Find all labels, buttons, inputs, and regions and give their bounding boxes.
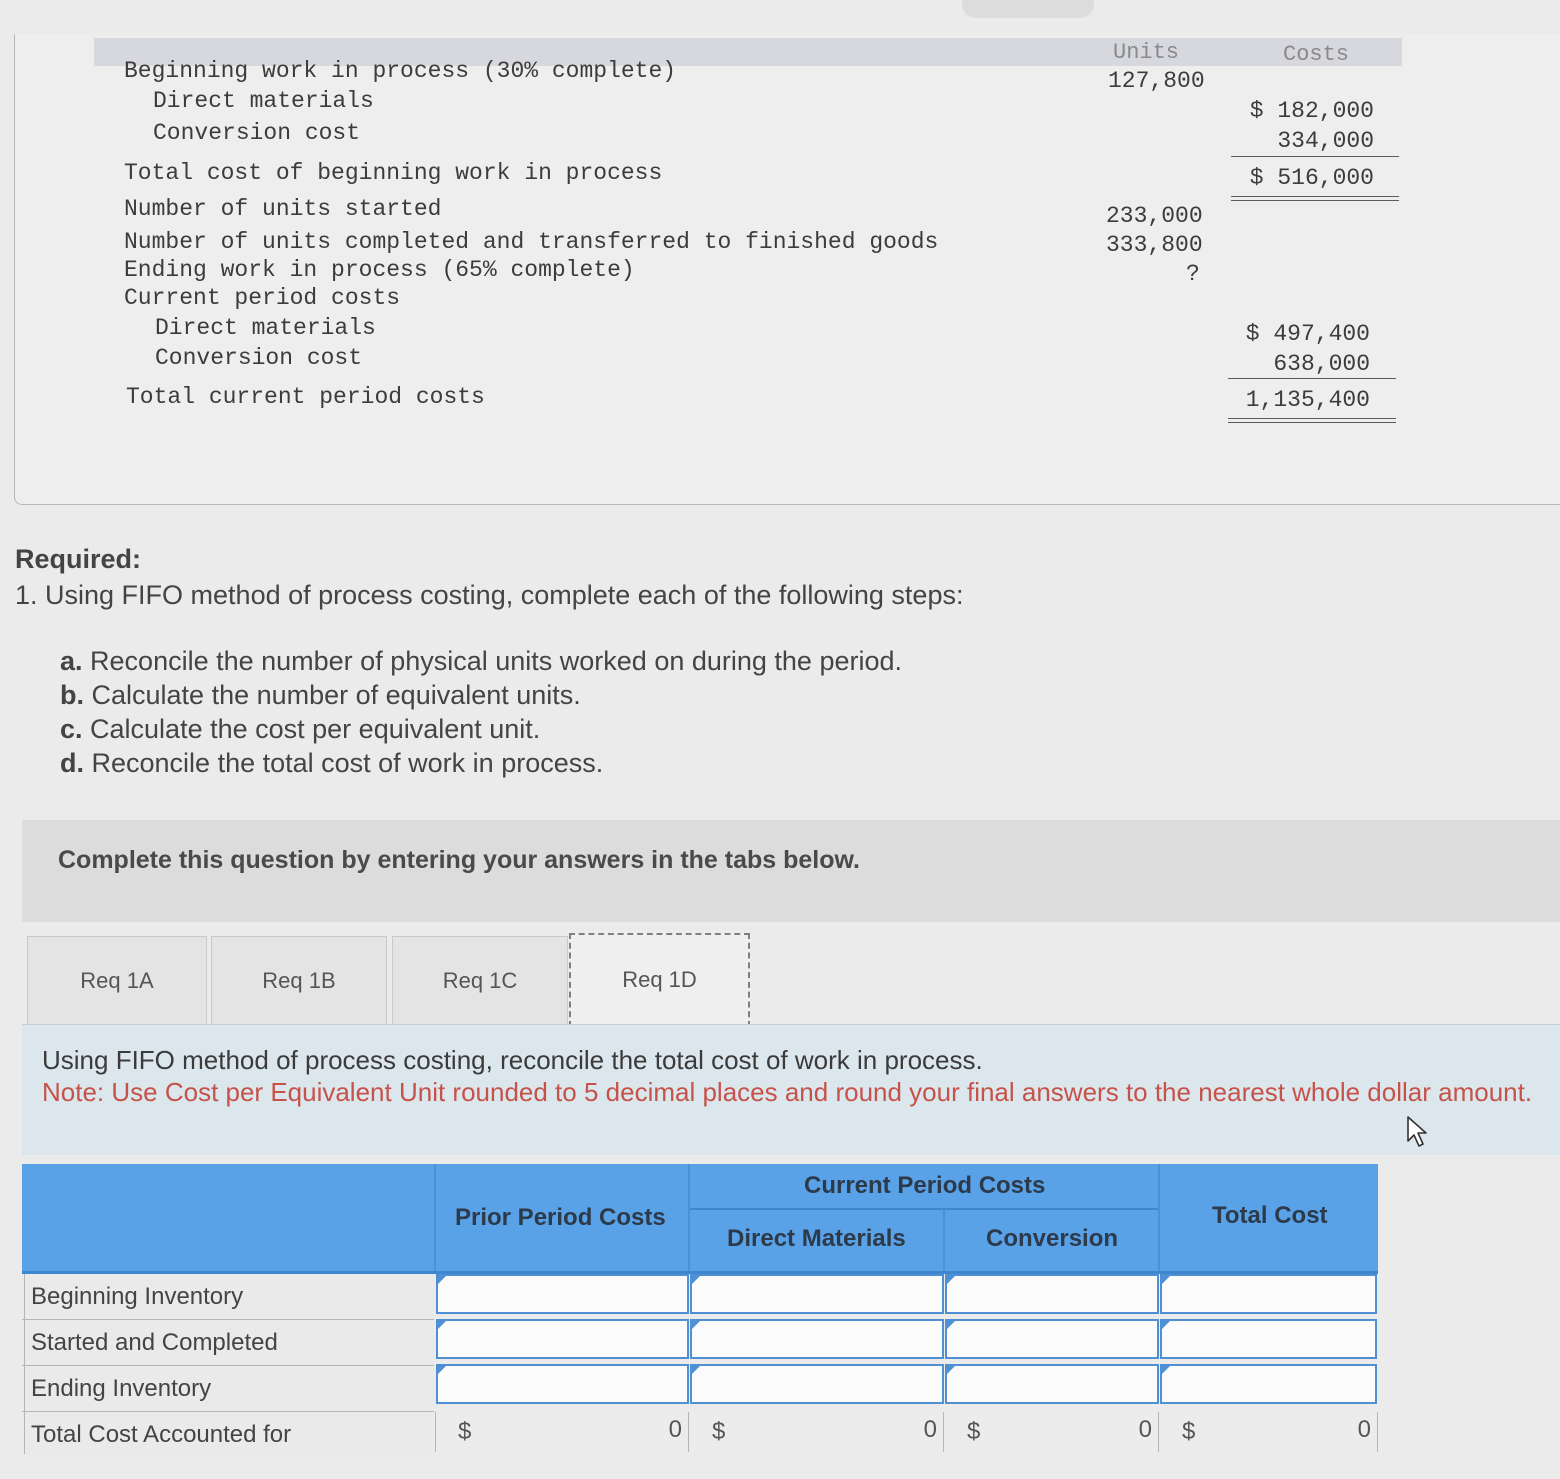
totals-divider (1377, 1412, 1378, 1452)
instructions-main-text: Using FIFO method of process costing, reconcile the total cost of work in process. (42, 1045, 983, 1075)
input-beginning-inventory-prior[interactable] (436, 1274, 689, 1314)
top-tab-stub (962, 0, 1094, 18)
row-label-current-period-costs: Current period costs (124, 285, 401, 311)
header-divider (1158, 1164, 1160, 1272)
input-started-completed-direct-materials[interactable] (690, 1319, 944, 1359)
complete-instructions-text: Complete this question by entering your answers in the tabs below. (58, 846, 860, 874)
units-completed: 333,800 (1106, 232, 1203, 258)
totals-divider (688, 1412, 689, 1452)
header-total-cost: Total Cost (1160, 1164, 1378, 1272)
row-label-ending-inventory: Ending Inventory (22, 1366, 434, 1412)
input-beginning-inventory-direct-materials[interactable] (690, 1274, 944, 1314)
input-ending-inventory-prior[interactable] (436, 1364, 689, 1404)
row-label-units-completed: Number of units completed and transferred to finished goods (124, 229, 939, 255)
subtotal-rule (1228, 378, 1396, 379)
cost-total-current: 1,135,400 (1245, 387, 1370, 413)
tab-req-1d[interactable]: Req 1D (569, 933, 750, 1027)
costs-column-header: Costs (1283, 42, 1350, 67)
row-label-total-cost-accounted: Total Cost Accounted for (22, 1412, 434, 1454)
tab-req-1b[interactable]: Req 1B (211, 936, 387, 1024)
required-heading: Required: (15, 544, 142, 574)
instructions-note-text: Note: Use Cost per Equivalent Unit rounded to 5 decimal places and round your final answers to the nearest whole dollar amount. (42, 1077, 1533, 1107)
total-cost-accounted: $ 0 (1160, 1412, 1377, 1452)
input-ending-inventory-conversion[interactable] (945, 1364, 1159, 1404)
units-ending-wip: ? (1186, 261, 1200, 287)
cost-bwip-conversion: 334,000 (1277, 128, 1374, 154)
totals-divider (1158, 1412, 1159, 1452)
input-ending-inventory-total[interactable] (1160, 1364, 1377, 1404)
required-step-1: 1. Using FIFO method of process costing, complete each of the following steps: (15, 580, 964, 610)
row-label-cp-direct-materials: Direct materials (155, 315, 376, 341)
subtotal-rule (1231, 156, 1399, 157)
input-beginning-inventory-conversion[interactable] (945, 1274, 1159, 1314)
table-left-border (24, 1274, 25, 1454)
total-conversion: $ 0 (945, 1412, 1158, 1452)
row-label-beginning-inventory: Beginning Inventory (22, 1274, 434, 1320)
cost-total-bwip: $ 516,000 (1249, 165, 1374, 191)
required-step-b: b. Calculate the number of equivalent units. (60, 680, 581, 710)
row-label-beginning-wip: Beginning work in process (30% complete) (124, 58, 677, 84)
tab-instructions-panel (22, 1024, 1560, 1155)
tab-req-1c[interactable]: Req 1C (392, 936, 568, 1024)
row-label-cp-conversion: Conversion cost (155, 345, 363, 371)
totals-divider (435, 1412, 436, 1452)
input-ending-inventory-direct-materials[interactable] (690, 1364, 944, 1404)
cost-bwip-direct-materials: $ 182,000 (1249, 98, 1374, 124)
header-divider (943, 1210, 945, 1272)
complete-instructions-bar (22, 820, 1560, 922)
header-direct-materials: Direct Materials (690, 1210, 944, 1272)
row-label-units-started: Number of units started (124, 196, 442, 222)
totals-divider (943, 1412, 944, 1452)
input-started-completed-conversion[interactable] (945, 1319, 1159, 1359)
row-label-started-and-completed: Started and Completed (22, 1320, 434, 1366)
cost-cp-conversion: 638,000 (1273, 351, 1370, 377)
total-prior-period-costs: $ 0 (436, 1412, 688, 1452)
row-label-ending-wip: Ending work in process (65% complete) (124, 257, 635, 283)
required-step-a: a. Reconcile the number of physical units worked on during the period. (60, 646, 902, 676)
input-started-completed-total[interactable] (1160, 1319, 1377, 1359)
header-divider (688, 1164, 690, 1272)
total-double-rule (1231, 196, 1399, 201)
mouse-pointer-icon (1405, 1115, 1431, 1149)
required-step-d: d. Reconcile the total cost of work in process. (60, 748, 604, 778)
header-conversion: Conversion (945, 1210, 1159, 1272)
units-column-header: Units (1113, 40, 1180, 65)
header-current-period-costs: Current Period Costs (690, 1164, 1159, 1210)
required-step-c: c. Calculate the cost per equivalent unit. (60, 714, 541, 744)
row-label-total-current-costs: Total current period costs (126, 384, 485, 410)
total-double-rule (1228, 418, 1396, 423)
total-direct-materials: $ 0 (690, 1412, 943, 1452)
header-prior-period-costs: Prior Period Costs (436, 1164, 689, 1272)
units-beginning-wip: 127,800 (1108, 68, 1205, 94)
input-beginning-inventory-total[interactable] (1160, 1274, 1377, 1314)
input-started-completed-prior[interactable] (436, 1319, 689, 1359)
row-label-bwip-direct-materials: Direct materials (153, 88, 374, 114)
units-started: 233,000 (1106, 203, 1203, 229)
row-label-bwip-conversion: Conversion cost (153, 120, 361, 146)
header-divider (434, 1164, 436, 1272)
row-label-total-bwip-cost: Total cost of beginning work in process (124, 160, 663, 186)
tab-req-1a[interactable]: Req 1A (27, 936, 207, 1024)
table-header-blank (22, 1164, 435, 1272)
cost-cp-direct-materials: $ 497,400 (1245, 321, 1370, 347)
